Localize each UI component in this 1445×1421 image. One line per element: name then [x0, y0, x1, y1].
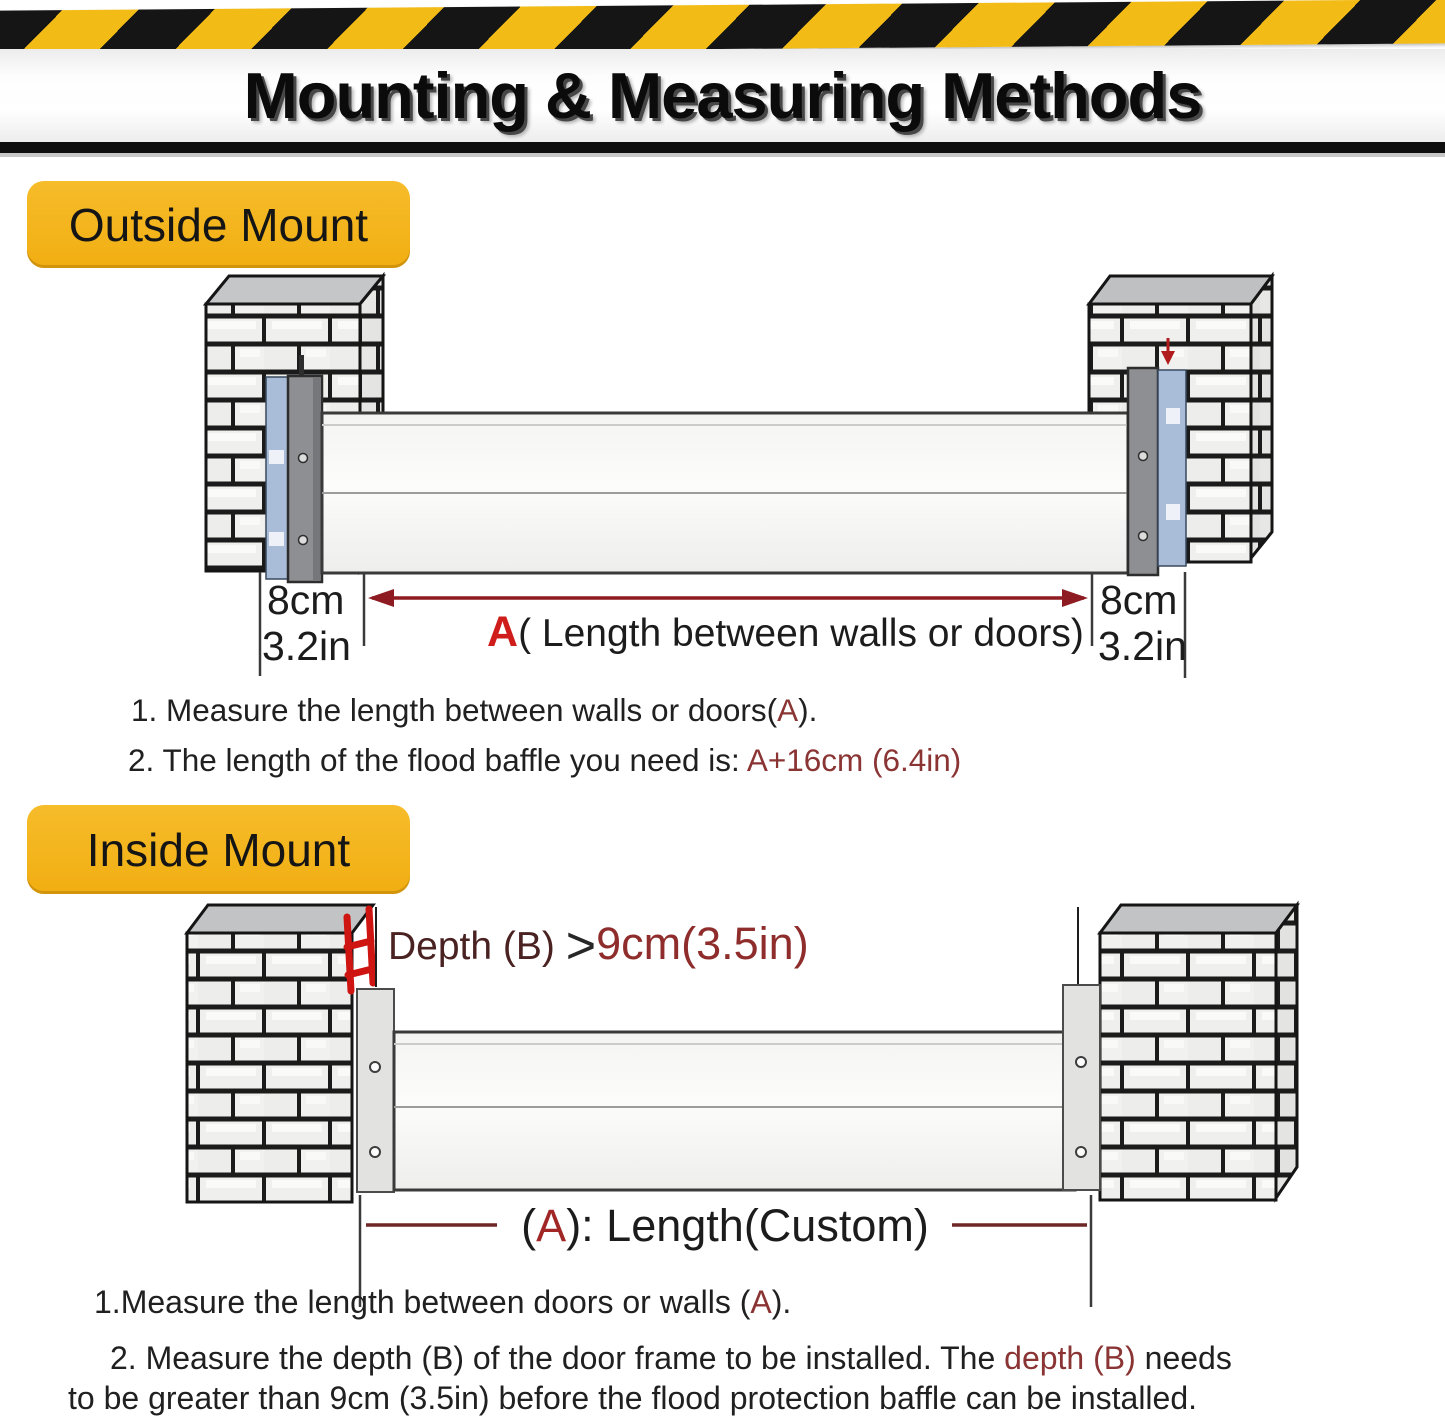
left-seal-highlight: [269, 532, 284, 546]
outside-step-1-end: ).: [798, 692, 818, 728]
right-mounting-bracket: [1128, 368, 1158, 575]
inside-step-1-text: 1.Measure the length between doors or walls (: [94, 1284, 751, 1320]
outside-step-1: [131, 692, 817, 729]
left-seal-highlight: [269, 450, 284, 464]
inside-step-1-letter: A: [750, 1284, 772, 1320]
outside-flood-barrier-panel: [322, 413, 1128, 573]
left-offset-cm: 8cm: [267, 577, 345, 623]
outside-mount-label: [27, 181, 410, 268]
length-a-letter: A: [487, 608, 519, 656]
inside-step-2-text-c: needs: [1135, 1340, 1232, 1376]
inside-mount-label-text: Inside Mount: [86, 823, 351, 876]
outside-step-2-formula: A+16cm (6.4in): [746, 742, 962, 778]
depth-label-text: Depth (B): [388, 925, 566, 968]
inside-right-bracket: [1063, 985, 1100, 1190]
inside-step-2-depth-ref: depth (B): [1004, 1340, 1136, 1376]
right-seal-highlight: [1166, 408, 1180, 424]
depth-label: [388, 916, 809, 976]
right-seal-highlight: [1166, 504, 1180, 520]
inside-right-brick-pillar: [1100, 905, 1297, 1200]
inside-step-1-end: ).: [771, 1284, 792, 1320]
inside-left-bracket: [357, 989, 394, 1192]
custom-length-label: [500, 1200, 950, 1252]
outside-step-2-text: 2. The length of the flood baffle you need is:: [128, 742, 747, 778]
caution-stripe-banner: [0, 0, 1445, 55]
header-divider-bar: [0, 142, 1445, 153]
outside-step-1-text: 1. Measure the length between walls or doors(: [131, 692, 778, 728]
right-offset-in: 3.2in: [1098, 623, 1187, 669]
length-dimension-arrow: [368, 589, 1088, 607]
inside-step-2-line-1: [110, 1340, 1232, 1377]
custom-length-letter: A: [536, 1200, 567, 1251]
left-seal-strip: [266, 377, 288, 579]
outside-step-2: [128, 742, 961, 779]
greater-than-sign: >: [565, 917, 597, 975]
outside-mount-label-text: Outside Mount: [68, 198, 369, 251]
right-offset-cm: 8cm: [1100, 577, 1178, 623]
outside-step-1-letter: A: [777, 692, 799, 728]
depth-value: 9cm(3.5in): [596, 918, 809, 969]
length-a-text: ( Length between walls or doors): [518, 612, 1084, 655]
custom-length-text: ): Length(Custom): [566, 1200, 929, 1251]
inside-mount-label: [27, 805, 410, 894]
page-title: Mounting & Measuring Methods: [243, 59, 1202, 132]
title-band: [0, 49, 1445, 142]
inside-step-2-line-2: to be greater than 9cm (3.5in) before the flood protection baffle can be installed.: [68, 1380, 1198, 1416]
left-mounting-bracket: [288, 376, 322, 582]
right-seal-strip: [1158, 370, 1186, 566]
custom-length-paren: (: [521, 1200, 537, 1251]
inside-step-1: [94, 1284, 791, 1321]
left-offset-in: 3.2in: [262, 623, 351, 669]
inside-flood-barrier-panel: [394, 1032, 1075, 1190]
inside-step-2-text-a: 2. Measure the depth (B) of the door frame to be installed. The: [110, 1340, 1005, 1376]
length-a-label: [487, 608, 1084, 657]
